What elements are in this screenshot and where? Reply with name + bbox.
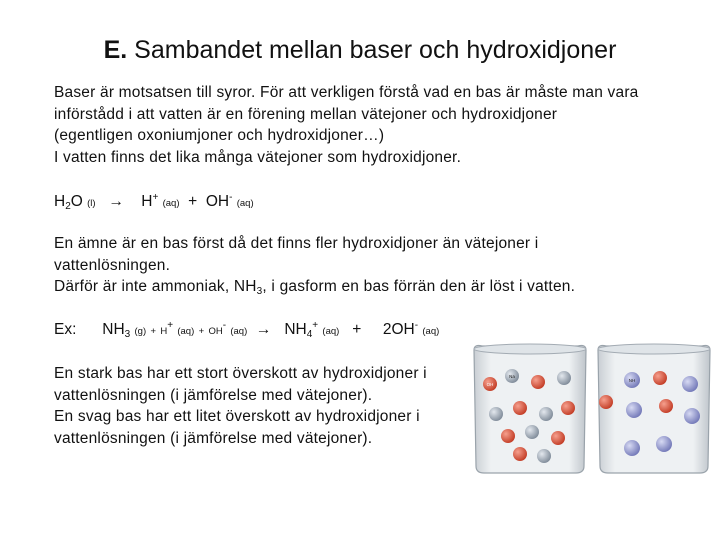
na-ion xyxy=(537,449,551,463)
eq-sub: 3 xyxy=(124,329,131,340)
eq-oh: OH xyxy=(205,193,230,210)
intro-paragraph xyxy=(54,82,674,168)
na-ion xyxy=(525,425,539,439)
title-text: Sambandet mellan baser och hydroxidjoner xyxy=(134,36,617,64)
eq-state: (aq) xyxy=(322,326,340,337)
eq-nh4: NH xyxy=(284,321,307,338)
eq-state: (aq) xyxy=(177,326,195,337)
example-label: Ex: xyxy=(54,321,77,338)
na-ion xyxy=(557,371,571,385)
oh-ion xyxy=(561,401,575,415)
intro-line: (egentligen oxoniumjoner och hydroxidjoner…) xyxy=(54,127,385,144)
eq-sup: - xyxy=(229,192,233,203)
strong-base-beaker-illustration xyxy=(468,340,592,476)
definition-sub: 3 xyxy=(256,286,263,297)
strong-weak-line: vattenlösningen (i jämförelse med vätejoner). xyxy=(54,386,373,404)
eq-hplus: H xyxy=(160,326,168,337)
eq-plus: + xyxy=(150,326,157,337)
water-equation xyxy=(54,192,254,212)
definition-paragraph xyxy=(54,233,654,303)
definition-text: Därför är inte ammoniak, NH xyxy=(54,278,257,295)
definition-line: vattenlösningen. xyxy=(54,256,171,274)
oh-ion xyxy=(501,429,515,443)
oh-ion xyxy=(551,431,565,445)
intro-line: Baser är motsatsen till syror. För att verkligen förstå vad en bas är måste man vara xyxy=(54,84,639,101)
na-ion xyxy=(539,407,553,421)
strong-weak-line: vattenlösningen (i jämförelse med vätejoner). xyxy=(54,429,373,447)
nh3-molecule xyxy=(626,402,642,418)
eq-sup: - xyxy=(222,320,227,331)
eq-o: O xyxy=(70,193,83,210)
eq-sup: + xyxy=(167,320,174,331)
eq-plus: + xyxy=(188,193,198,210)
ion-label: OH xyxy=(486,382,494,387)
nh3-molecule xyxy=(684,408,700,424)
page-title xyxy=(0,36,720,65)
eq-oh: OH xyxy=(208,326,223,337)
ion-label: Na xyxy=(509,374,515,379)
example-equation xyxy=(54,320,439,340)
eq-sub: 2 xyxy=(65,201,71,212)
strong-weak-line: En svag bas har ett litet överskott av hydroxidjoner i xyxy=(54,408,420,425)
ion-label: NH xyxy=(628,378,636,383)
eq-sup: - xyxy=(414,320,419,331)
weak-base-beaker-illustration xyxy=(592,340,716,476)
eq-state: (g) xyxy=(134,326,147,337)
eq-hplus: H xyxy=(141,193,153,210)
eq-arrow: → xyxy=(255,321,272,338)
beaker-rim xyxy=(598,344,710,354)
intro-line: I vatten finns det lika många vätejoner som hydroxidjoner. xyxy=(54,148,462,166)
strong-weak-paragraph xyxy=(54,363,474,449)
eq-state: (aq) xyxy=(236,198,254,209)
eq-coef: 2 xyxy=(382,321,392,338)
eq-state: (aq) xyxy=(162,198,180,209)
eq-sup: + xyxy=(312,320,319,331)
nh3-molecule xyxy=(624,440,640,456)
eq-plus: + xyxy=(198,326,205,337)
definition-text: , i gasform en bas förrän den är löst i vatten. xyxy=(262,278,576,295)
oh-ion xyxy=(513,401,527,415)
definition-line: En ämne är en bas först då det finns fler hydroxidjoner än vätejoner i xyxy=(54,235,539,252)
strong-weak-line: En stark bas har ett stort överskott av hydroxidjoner i xyxy=(54,365,427,382)
nh3-molecule xyxy=(682,376,698,392)
eq-sup: + xyxy=(152,192,159,203)
eq-state: (aq) xyxy=(230,326,248,337)
eq-state: (aq) xyxy=(422,326,440,337)
oh-ion xyxy=(531,375,545,389)
definition-line xyxy=(54,276,654,303)
na-ion xyxy=(489,407,503,421)
beaker-rim xyxy=(474,344,586,354)
oh-ion xyxy=(653,371,667,385)
oh-ion xyxy=(599,395,613,409)
eq-h: H xyxy=(54,193,66,210)
eq-nh: NH xyxy=(102,321,125,338)
oh-ion xyxy=(513,447,527,461)
eq-state: (l) xyxy=(87,198,96,209)
eq-oh: OH xyxy=(391,321,415,338)
nh3-molecule xyxy=(656,436,672,452)
eq-arrow: → xyxy=(108,193,125,210)
title-prefix: E. xyxy=(103,36,128,64)
eq-sub: 4 xyxy=(306,329,313,340)
oh-ion xyxy=(659,399,673,413)
eq-plus: + xyxy=(352,321,362,338)
intro-line: införstådd i att vatten är en förening mellan vätejoner och hydroxidjoner xyxy=(54,105,558,123)
